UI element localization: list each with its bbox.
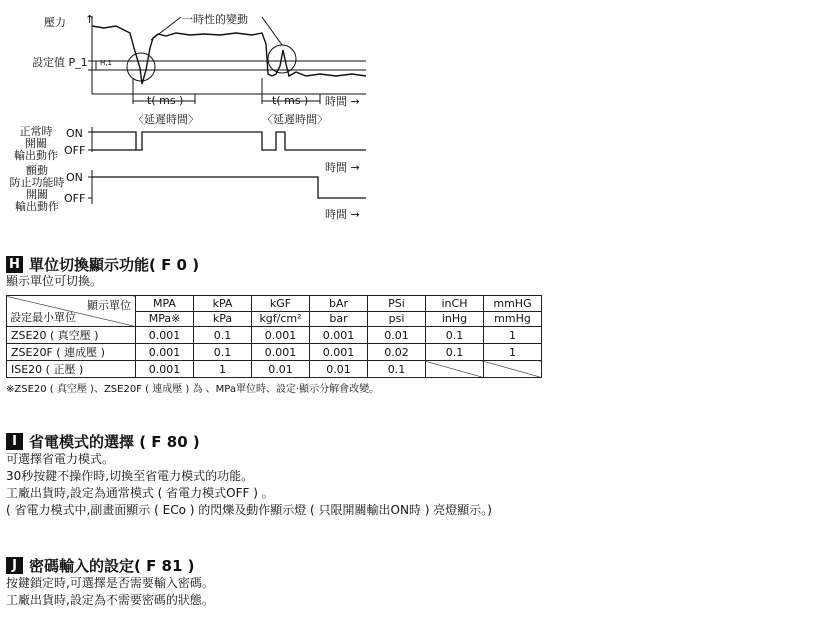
off-label-2: OFF — [64, 192, 86, 205]
table-row: ZSE20F ( 連成壓 ) 0.001 0.1 0.001 0.001 0.02 0.1 1 — [7, 344, 542, 361]
table-subheader: kgf/cm² — [252, 311, 310, 327]
table-subheader: inHg — [426, 311, 484, 327]
on-label-1: ON — [66, 127, 83, 140]
section-h-desc: 顯示單位可切換。 — [6, 274, 103, 288]
section-h-heading — [6, 254, 199, 275]
time-label-2: 時間 → — [325, 161, 360, 174]
table-header: PSi — [368, 296, 426, 312]
switch-output-anti-chatter-signal — [92, 177, 366, 198]
on-label-2: ON — [66, 171, 83, 184]
section-i-line: 30秒按鍵不操作時,切換至省電力模式的功能。 — [6, 469, 254, 483]
time-label-1: 時間 → — [325, 95, 360, 108]
not-applicable-cell — [484, 361, 542, 378]
section-i-letter: I — [6, 433, 23, 450]
off-label-1: OFF — [64, 144, 86, 157]
section-i-heading — [6, 431, 200, 452]
section-j-line: 工廠出貨時,設定為不需要密碼的狀態。 — [6, 593, 214, 607]
switch-output-normal-signal — [92, 132, 366, 150]
not-applicable-cell — [426, 361, 484, 378]
table-header: inCH — [426, 296, 484, 312]
table-corner-cell: 顯示單位 設定最小單位 — [7, 296, 136, 327]
up-arrow-icon: ↑ — [85, 13, 95, 26]
table-row: ZSE20 ( 真空壓 ) 0.001 0.1 0.001 0.001 0.01 0.1 1 — [7, 327, 542, 344]
section-j-body — [6, 575, 214, 609]
section-i-line: ( 省電力模式中,副畫面顯示 ( ECo ) 的閃爍及動作顯示燈 ( 只限開關輸出ON時 ) 亮燈顯示。) — [6, 503, 492, 517]
table-header: bAr — [310, 296, 368, 312]
section-h-letter: H — [6, 256, 23, 273]
table-header: kPA — [194, 296, 252, 312]
y-axis-label: 壓力 — [44, 16, 66, 29]
delay-time-label-2: t( ms ) — [272, 94, 309, 107]
timing-diagram — [0, 0, 830, 230]
switch-normal-label: 正常時 開關 輸出動作 — [14, 125, 58, 162]
section-j-letter: J — [6, 557, 23, 574]
table-subheader: kPa — [194, 311, 252, 327]
section-h-footnote: ※ZSE20 ( 真空壓 )、ZSE20F ( 連成壓 ) 為 、MPa單位時、設定·顯示分解會改變。 — [6, 384, 380, 395]
section-j-heading — [6, 555, 195, 576]
switch-anti-chatter-label: 顫動 防止功能時 開關 輸出動作 — [9, 164, 65, 213]
time-label-3: 時間 → — [325, 208, 360, 221]
section-j-line: 按鍵鎖定時,可選擇是否需要輸入密碼。 — [6, 576, 214, 590]
table-subheader: mmHg — [484, 311, 542, 327]
annotation-label: 一時性的變動 — [182, 13, 248, 26]
table-subheader: psi — [368, 311, 426, 327]
section-i-body — [6, 451, 492, 519]
delay-time-label-1: t( ms ) — [147, 94, 184, 107]
section-h-title: 單位切換顯示功能( F 0 ) — [29, 256, 200, 274]
hysteresis-label: H,1 — [100, 59, 112, 67]
table-header: mmHG — [484, 296, 542, 312]
table-subheader: MPa※ — [136, 311, 194, 327]
section-i-line: 可選擇省電力模式。 — [6, 452, 115, 466]
table-subheader: bar — [310, 311, 368, 327]
delay-note-1: 〈延遲時間〉 — [133, 113, 199, 126]
section-i-title: 省電模式的選擇 ( F 80 ) — [29, 433, 200, 451]
table-row: ISE20 ( 正壓 ) 0.001 1 0.01 0.01 0.1 — [7, 361, 542, 378]
unit-table — [6, 295, 542, 378]
section-j-title: 密碼輸入的設定( F 81 ) — [29, 557, 195, 575]
setpoint-label: 設定值 P_1 — [32, 56, 88, 69]
table-header: MPA — [136, 296, 194, 312]
delay-note-2: 〈延遲時間〉 — [262, 113, 328, 126]
section-i-line: 工廠出貨時,設定為通常模式 ( 省電力模式OFF ) 。 — [6, 486, 274, 500]
table-header: kGF — [252, 296, 310, 312]
